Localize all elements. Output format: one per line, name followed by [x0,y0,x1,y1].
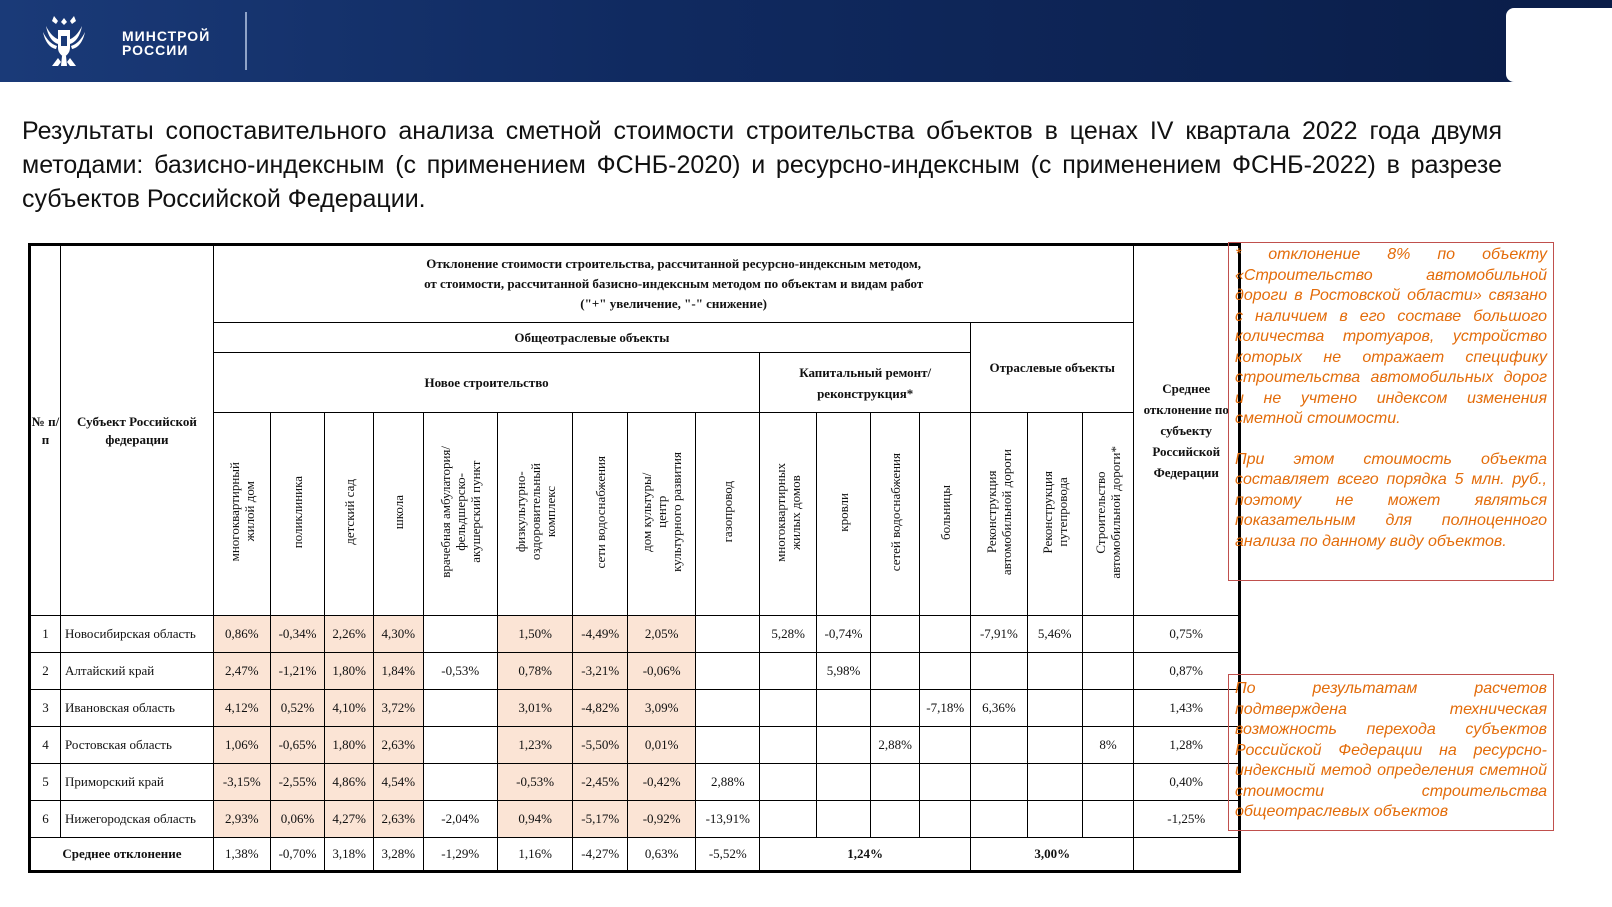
table-cell [817,801,871,838]
column-number-header: № п/п [30,245,61,616]
column-header [573,413,628,616]
column-header-label: Реконструкция автомобильной дороги [983,448,1014,576]
footnote-box [1228,242,1554,581]
average-capital-repair: 1,24% [760,838,971,872]
table-cell [760,801,817,838]
table-cell [1027,801,1082,838]
footnote-paragraph-1: * отклонение 8% по объекту «Строительство автомобильной дороги в Ростовской области» связано с наличием в его составе большого количества тротуаров, устройство которых не отражает специфику строительства автомобильных дорог и не учтено индексом изменения сметной стоимости. [1235,246,1547,427]
table-cell: -3,21% [573,653,628,690]
header-corner-decoration [1506,8,1612,82]
average-cell: 0,63% [628,838,696,872]
row-average: -1,25% [1134,801,1240,838]
column-header-label: поликлиника [290,475,306,549]
main-header [213,245,1134,323]
row-subject: Нижегородская область [60,801,213,838]
table-row [30,764,1240,801]
table-cell [760,764,817,801]
column-header-label: Реконструкция путепровода [1039,470,1070,554]
row-number: 2 [30,653,61,690]
table-cell: 3,01% [497,690,572,727]
average-cell: -1,29% [423,838,497,872]
table-cell: 0,01% [628,727,696,764]
column-header-label: кровли [835,492,851,532]
group-new-construction-header: Новое строительство [213,353,759,413]
column-header [373,413,423,616]
table-cell: -0,92% [628,801,696,838]
column-header-label: многоквартирных жилых домов [773,462,804,562]
average-row [30,838,1240,872]
table-cell: -3,15% [213,764,270,801]
column-header [497,413,572,616]
average-row-label: Среднее отклонение [30,838,214,872]
table-cell [696,653,760,690]
column-header-label: сетей водоснабжения [887,452,903,572]
table-cell [696,727,760,764]
row-number: 1 [30,616,61,653]
table-cell: -0,42% [628,764,696,801]
table-cell: 8% [1082,727,1134,764]
main-header-line-3: ("+" увеличение, "-" снижение) [580,296,768,311]
column-header [628,413,696,616]
average-cell: 3,28% [373,838,423,872]
table-cell: -2,04% [423,801,497,838]
column-header [1027,413,1082,616]
table-cell [920,801,971,838]
slide-title: Результаты сопоставительного анализа сметной стоимости строительства объектов в ценах IV квартала 2022 года двумя методами: базисно-индексным (с применением ФСНБ-2020) и ресурсно-индексным (с применением ФСНБ-2022) в разрезе субъектов Российской Федерации. [22,117,1502,213]
table-cell: 3,09% [628,690,696,727]
column-header [213,413,270,616]
table-cell [870,801,920,838]
row-number: 3 [30,690,61,727]
footnote-paragraph-2: При этом стоимость объекта составляет всего порядка 5 млн. руб., поэтому не может являться показательным для полноценного анализа по данному виду объектов. [1235,450,1547,550]
column-header-label: детский сад [341,479,357,545]
table-cell [920,616,971,653]
header-divider [245,12,247,70]
table-cell [920,727,971,764]
table-cell [817,764,871,801]
table-cell: 2,93% [213,801,270,838]
table-cell: 0,86% [213,616,270,653]
table-cell [870,653,920,690]
column-header-label: многоквартирный жилой дом [226,462,257,562]
row-number: 4 [30,727,61,764]
table-cell [870,764,920,801]
table-cell: 1,80% [325,727,374,764]
table-cell: 3,72% [373,690,423,727]
main-header-line-2: от стоимости, рассчитанной базисно-индексным методом по объектам и видам работ [424,276,924,291]
table-row [30,616,1240,653]
table-cell [971,801,1028,838]
table-cell: 1,80% [325,653,374,690]
table-cell [870,616,920,653]
group-sector-header: Отраслевые объекты [971,323,1134,413]
table-cell: 4,12% [213,690,270,727]
table-cell: 5,28% [760,616,817,653]
table-cell [423,690,497,727]
conclusion-box [1228,674,1554,831]
table-cell: -0,53% [423,653,497,690]
table-cell: -5,50% [573,727,628,764]
table-cell: 1,84% [373,653,423,690]
row-average: 1,28% [1134,727,1240,764]
table-cell: -0,53% [497,764,572,801]
row-average: 0,87% [1134,653,1240,690]
column-header [920,413,971,616]
average-cell: 3,18% [325,838,374,872]
column-header [696,413,760,616]
table-row [30,690,1240,727]
table-cell [423,727,497,764]
table-cell [1027,653,1082,690]
row-average: 0,40% [1134,764,1240,801]
table-cell: 5,98% [817,653,871,690]
column-header-label: врачебная амбулатория/ фельдшерско- акушерский пункт [437,446,483,578]
table-cell: 2,26% [325,616,374,653]
table-cell [1027,764,1082,801]
table-cell [971,727,1028,764]
brand-line-2: РОССИИ [122,42,189,58]
table-cell [1082,653,1134,690]
table-cell [920,764,971,801]
column-header-label: Строительство автомобильной дороги* [1093,445,1124,579]
table-cell [971,653,1028,690]
table-cell: -0,74% [817,616,871,653]
table-cell: -2,45% [573,764,628,801]
table-cell: 1,06% [213,727,270,764]
column-header-label: физкультурно- оздоровительный комплекс [512,463,558,561]
row-subject: Новосибирская область [60,616,213,653]
average-empty-cell [1134,838,1240,872]
column-header [1082,413,1134,616]
table-cell: -5,17% [573,801,628,838]
table-cell [1082,616,1134,653]
table-row [30,727,1240,764]
table-cell: 1,50% [497,616,572,653]
column-average-header: Среднее отклонение по субъекту Российской Федерации [1134,245,1240,616]
table-cell [760,690,817,727]
row-average: 1,43% [1134,690,1240,727]
table-cell: 2,88% [696,764,760,801]
table-cell [971,764,1028,801]
double-headed-eagle-icon [42,12,86,68]
average-cell: -0,70% [270,838,325,872]
column-header-label: дом культуры/ центр культурного развития [639,452,685,572]
row-average: 0,75% [1134,616,1240,653]
group-capital-repair-header: Капитальный ремонт/реконструкция* [760,353,971,413]
column-header [325,413,374,616]
column-subject-header: Субъект Российской федерации [60,245,213,616]
table-cell [1082,690,1134,727]
table-cell: 4,10% [325,690,374,727]
table-cell: 5,46% [1027,616,1082,653]
table-cell [1027,727,1082,764]
average-cell: -4,27% [573,838,628,872]
column-header [270,413,325,616]
table-cell: -1,21% [270,653,325,690]
table-cell [760,653,817,690]
table-cell: -2,55% [270,764,325,801]
conclusion-paragraph: По результатам расчетов подтверждена техническая возможность перехода субъектов Российской Федерации на ресурсно-индексный метод определения сметной стоимости строительства общеотраслевых объектов [1235,680,1547,820]
column-header [423,413,497,616]
table-cell: -13,91% [696,801,760,838]
table-cell [423,616,497,653]
table-cell: -4,49% [573,616,628,653]
column-header [817,413,871,616]
table-cell: 0,78% [497,653,572,690]
table-cell: 0,94% [497,801,572,838]
table-row [30,801,1240,838]
column-header [870,413,920,616]
table-cell [423,764,497,801]
column-header [760,413,817,616]
table-cell: 2,05% [628,616,696,653]
group-general-header: Общеотраслевые объекты [213,323,970,353]
table-cell: -7,91% [971,616,1028,653]
row-subject: Ростовская область [60,727,213,764]
row-subject: Алтайский край [60,653,213,690]
table-cell [1082,764,1134,801]
table-cell: 4,30% [373,616,423,653]
table-cell: 2,47% [213,653,270,690]
table-cell [817,690,871,727]
comparison-table [28,243,1241,873]
table-row [30,653,1240,690]
column-header-label: больницы [937,484,953,540]
table-cell [1027,690,1082,727]
table-cell: -0,34% [270,616,325,653]
brand-line-1: МИНСТРОЙ [122,28,211,44]
table-cell [760,727,817,764]
table-cell: 2,88% [870,727,920,764]
table-cell: 0,06% [270,801,325,838]
table-cell: -0,65% [270,727,325,764]
table-cell [696,690,760,727]
table-cell [1082,801,1134,838]
table-cell: 6,36% [971,690,1028,727]
row-number: 5 [30,764,61,801]
table-cell: -4,82% [573,690,628,727]
table-cell [696,616,760,653]
row-subject: Ивановская область [60,690,213,727]
row-subject: Приморский край [60,764,213,801]
main-header-line-1: Отклонение стоимости строительства, рассчитанной ресурсно-индексным методом, [426,256,922,271]
table-cell [870,690,920,727]
average-cell: 1,16% [497,838,572,872]
column-header [971,413,1028,616]
brand-name [122,29,210,57]
column-header-label: сети водоснабжения [592,455,608,569]
column-header-label: газопровод [720,481,736,543]
average-sector: 3,00% [971,838,1134,872]
table-cell [817,727,871,764]
row-number: 6 [30,801,61,838]
table-cell: 4,54% [373,764,423,801]
table-cell: 4,27% [325,801,374,838]
table-cell: 4,86% [325,764,374,801]
table-cell: 1,23% [497,727,572,764]
table-cell: 2,63% [373,727,423,764]
header-bar [0,0,1612,82]
table-cell: 2,63% [373,801,423,838]
column-header-label: школа [390,494,406,530]
table-cell [920,653,971,690]
table-cell: 0,52% [270,690,325,727]
table-cell: -0,06% [628,653,696,690]
table-cell: -7,18% [920,690,971,727]
average-cell: 1,38% [213,838,270,872]
average-cell: -5,52% [696,838,760,872]
